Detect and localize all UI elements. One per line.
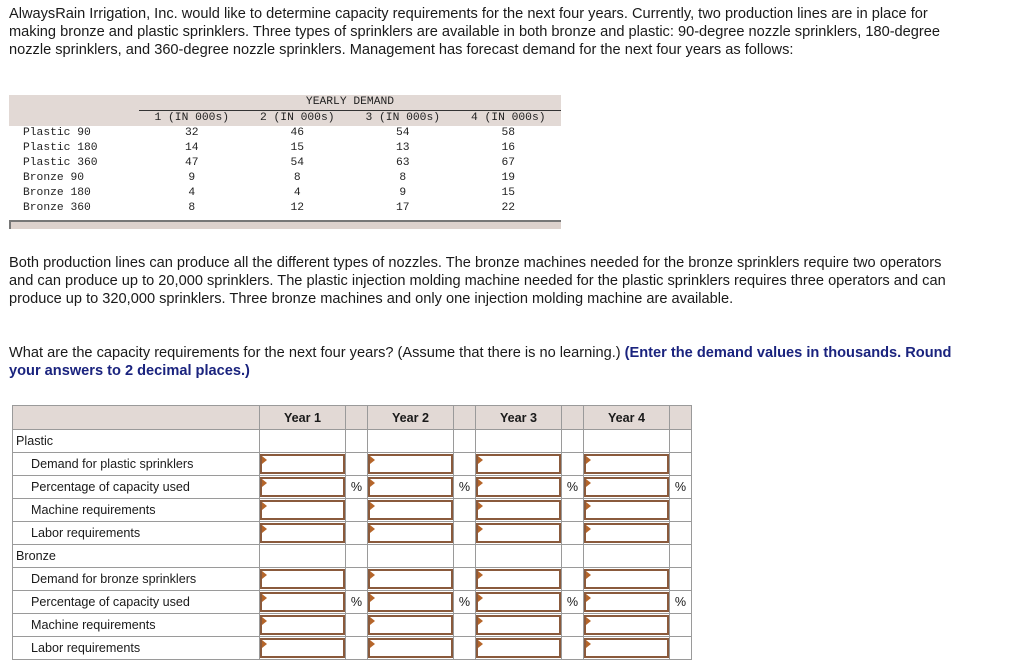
- demand-row: [9, 201, 561, 216]
- answer-input[interactable]: [478, 502, 559, 518]
- answer-row-label: Labor requirements: [13, 522, 260, 545]
- input-flag-icon: [586, 456, 591, 464]
- demand-value: 22: [501, 202, 516, 214]
- answer-input[interactable]: [262, 640, 343, 656]
- demand-value: 9: [399, 187, 407, 199]
- percent-symbol: %: [346, 476, 368, 499]
- answer-input[interactable]: [262, 479, 343, 495]
- demand-row-label: Bronze 90: [23, 172, 85, 184]
- answer-input[interactable]: [478, 456, 559, 472]
- intro-paragraph: AlwaysRain Irrigation, Inc. would like to determine capacity requirements for the next four years. Currently, two production lines are in place for making bronze and plastic sprinklers. Three types of sprinklers are available in both bronze and plastic: 90-degree nozzle sprinklers, 180-degree nozzle sprinklers, and 360-degree nozzle sprinklers. Management has forecast demand for the next four years as follows:: [9, 6, 940, 58]
- description-paragraph: Both production lines can produce all the different types of nozzles. The bronze machines needed for the bronze sprinklers require two operators and can produce up to 20,000 sprinklers. The plastic injection molding machine needed for the plastic sprinklers requires three operators and can produce up to 320,000 sprinklers. Three bronze machines and only one injection molding machine are available.: [9, 255, 946, 307]
- answer-row-label: Demand for plastic sprinklers: [13, 453, 260, 476]
- answer-row: [13, 568, 692, 591]
- demand-value: 12: [290, 202, 305, 214]
- input-flag-icon: [370, 571, 375, 579]
- demand-value: 16: [501, 142, 516, 154]
- percent-symbol: %: [454, 591, 476, 614]
- demand-value: 54: [395, 127, 410, 139]
- answer-input[interactable]: [370, 594, 451, 610]
- input-flag-icon: [586, 640, 591, 648]
- demand-row-label: Plastic 360: [23, 157, 98, 169]
- input-flag-icon: [370, 456, 375, 464]
- demand-row-label: Bronze 360: [23, 202, 91, 214]
- demand-value: 13: [395, 142, 410, 154]
- demand-row: [9, 126, 561, 141]
- demand-value: 47: [184, 157, 199, 169]
- answer-row: [13, 614, 692, 637]
- demand-row: [9, 186, 561, 201]
- demand-value: 8: [293, 172, 301, 184]
- yearly-demand-header: YEARLY DEMAND: [139, 95, 561, 111]
- answer-row-label: Machine requirements: [13, 499, 260, 522]
- input-flag-icon: [586, 502, 591, 510]
- year-header: Year 2: [368, 406, 454, 430]
- section-title: Plastic: [13, 430, 260, 453]
- answer-table: [12, 405, 692, 660]
- input-flag-icon: [478, 502, 483, 510]
- answer-input[interactable]: [262, 456, 343, 472]
- answer-input[interactable]: [370, 640, 451, 656]
- input-flag-icon: [262, 479, 267, 487]
- demand-value: 4: [188, 187, 196, 199]
- answer-row: [13, 453, 692, 476]
- answer-input[interactable]: [478, 571, 559, 587]
- demand-value: 63: [395, 157, 410, 169]
- percent-symbol: %: [562, 591, 584, 614]
- answer-input[interactable]: [262, 502, 343, 518]
- input-flag-icon: [586, 617, 591, 625]
- answer-input[interactable]: [370, 456, 451, 472]
- demand-value: 15: [290, 142, 305, 154]
- demand-col-header: 1 (IN 000s): [154, 112, 230, 124]
- answer-input[interactable]: [586, 456, 667, 472]
- yearly-demand-table: [9, 95, 561, 229]
- input-flag-icon: [370, 640, 375, 648]
- year-header: Year 1: [260, 406, 346, 430]
- demand-value: 9: [188, 172, 196, 184]
- demand-row: [9, 141, 561, 156]
- demand-value: 4: [293, 187, 301, 199]
- answer-input[interactable]: [262, 617, 343, 633]
- answer-row-label: Percentage of capacity used: [13, 476, 260, 499]
- answer-input[interactable]: [586, 571, 667, 587]
- input-flag-icon: [478, 640, 483, 648]
- input-flag-icon: [478, 571, 483, 579]
- demand-value: 15: [501, 187, 516, 199]
- answer-input[interactable]: [478, 640, 559, 656]
- table-scrollbar[interactable]: [9, 220, 561, 229]
- answer-input[interactable]: [478, 617, 559, 633]
- input-flag-icon: [262, 456, 267, 464]
- percent-symbol: %: [670, 591, 692, 614]
- demand-col-header: 2 (IN 000s): [259, 112, 335, 124]
- answer-input[interactable]: [586, 479, 667, 495]
- answer-input[interactable]: [262, 594, 343, 610]
- year-header: Year 4: [584, 406, 670, 430]
- answer-row: [13, 591, 692, 614]
- demand-row-label: Plastic 90: [23, 127, 91, 139]
- section-row: [13, 545, 692, 568]
- answer-input[interactable]: [478, 479, 559, 495]
- answer-input[interactable]: [262, 525, 343, 541]
- input-flag-icon: [262, 525, 267, 533]
- answer-input[interactable]: [586, 594, 667, 610]
- demand-value: 32: [184, 127, 199, 139]
- year-header: Year 3: [476, 406, 562, 430]
- input-flag-icon: [262, 640, 267, 648]
- input-flag-icon: [478, 456, 483, 464]
- demand-col-header: 3 (IN 000s): [365, 112, 441, 124]
- answer-input[interactable]: [262, 571, 343, 587]
- demand-value: 46: [290, 127, 305, 139]
- input-flag-icon: [370, 502, 375, 510]
- demand-value: 19: [501, 172, 516, 184]
- answer-input[interactable]: [370, 502, 451, 518]
- answer-input[interactable]: [586, 502, 667, 518]
- input-flag-icon: [586, 571, 591, 579]
- percent-symbol: %: [562, 476, 584, 499]
- demand-row: [9, 171, 561, 186]
- demand-value: 8: [188, 202, 196, 214]
- demand-row: [9, 156, 561, 171]
- answer-input[interactable]: [370, 525, 451, 541]
- demand-row-label: Plastic 180: [23, 142, 98, 154]
- answer-row-label: Demand for bronze sprinklers: [13, 568, 260, 591]
- input-flag-icon: [478, 594, 483, 602]
- answer-row: [13, 637, 692, 660]
- input-flag-icon: [262, 617, 267, 625]
- demand-value: 58: [501, 127, 516, 139]
- answer-input[interactable]: [478, 594, 559, 610]
- answer-input[interactable]: [478, 525, 559, 541]
- question-text: What are the capacity requirements for the next four years? (Assume that there is no learning.): [9, 345, 625, 361]
- answer-row-label: Labor requirements: [13, 637, 260, 660]
- answer-input[interactable]: [370, 617, 451, 633]
- demand-value: 67: [501, 157, 516, 169]
- input-flag-icon: [370, 479, 375, 487]
- input-flag-icon: [262, 571, 267, 579]
- section-title: Bronze: [13, 545, 260, 568]
- answer-input[interactable]: [370, 571, 451, 587]
- input-flag-icon: [262, 594, 267, 602]
- answer-row-label: Machine requirements: [13, 614, 260, 637]
- input-flag-icon: [478, 479, 483, 487]
- input-flag-icon: [478, 617, 483, 625]
- input-flag-icon: [262, 502, 267, 510]
- input-flag-icon: [586, 594, 591, 602]
- percent-symbol: %: [670, 476, 692, 499]
- instruction-text: (Enter the demand values in thousands. Round your answers to 2 decimal places.): [9, 345, 952, 379]
- demand-value: 8: [399, 172, 407, 184]
- answer-row: [13, 476, 692, 499]
- demand-row-label: Bronze 180: [23, 187, 91, 199]
- percent-symbol: %: [454, 476, 476, 499]
- demand-value: 17: [395, 202, 410, 214]
- answer-row: [13, 522, 692, 545]
- input-flag-icon: [370, 594, 375, 602]
- demand-value: 14: [184, 142, 199, 154]
- input-flag-icon: [478, 525, 483, 533]
- answer-row-label: Percentage of capacity used: [13, 591, 260, 614]
- demand-col-header: 4 (IN 000s): [470, 112, 546, 124]
- question-paragraph: [9, 344, 959, 380]
- answer-input[interactable]: [586, 640, 667, 656]
- input-flag-icon: [370, 525, 375, 533]
- input-flag-icon: [586, 479, 591, 487]
- percent-symbol: %: [346, 591, 368, 614]
- input-flag-icon: [586, 525, 591, 533]
- answer-row: [13, 499, 692, 522]
- input-flag-icon: [370, 617, 375, 625]
- section-row: [13, 430, 692, 453]
- demand-value: 54: [290, 157, 305, 169]
- answer-input[interactable]: [370, 479, 451, 495]
- answer-input[interactable]: [586, 617, 667, 633]
- answer-input[interactable]: [586, 525, 667, 541]
